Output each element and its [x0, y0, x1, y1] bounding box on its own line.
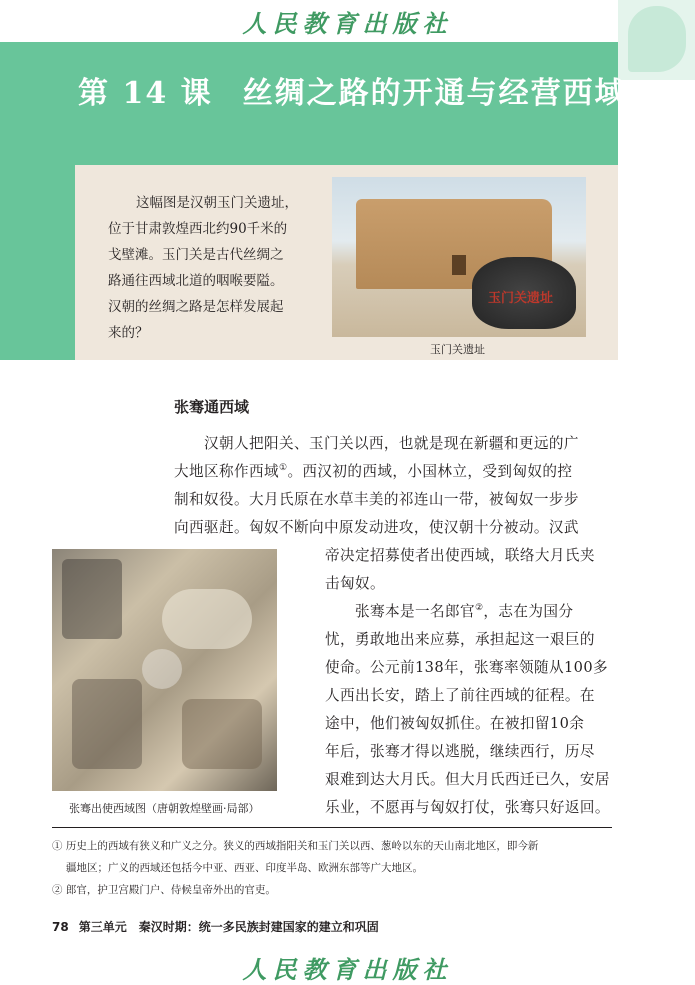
intro-line: 位于甘肃敦煌西北约90千米的	[108, 221, 288, 237]
body-line: 忧，勇敢地出来应募，承担起这一艰巨的	[325, 631, 595, 648]
body-line: 艰难到达大月氏。但大月氏西迁已久，安居	[325, 771, 610, 788]
footnote-divider	[52, 827, 612, 828]
body-line	[355, 600, 573, 621]
intro-line: 戈壁滩。玉门关是古代丝绸之	[108, 247, 284, 263]
body-line: 制和奴役。大月氏原在水草丰美的祁连山一带，被匈奴一步步	[174, 491, 579, 508]
lesson-name: 丝绸之路的开通与经营西域	[242, 76, 627, 111]
body-line: 汉朝人把阳关、玉门关以西，也就是现在新疆和更远的广	[204, 435, 579, 452]
body-text: 张骞本是一名郎官	[355, 603, 475, 620]
lesson-title	[78, 68, 627, 112]
body-line: 人西出长安，踏上了前往西域的征程。在	[325, 687, 595, 704]
green-edge	[0, 139, 75, 360]
yumen-pass-photo	[332, 177, 586, 337]
intro-line: 路通往西域北道的咽喉要隘。	[108, 273, 284, 289]
body-line: 向西驱赶。匈奴不断向中原发动进攻，使汉朝十分被动。汉武	[174, 519, 579, 536]
dunhuang-mural-image	[52, 549, 277, 791]
intro-line: 这幅图是汉朝玉门关遗址，	[136, 195, 298, 211]
painting-caption: 张骞出使西域图（唐朝敦煌壁画·局部）	[69, 802, 260, 815]
footnote: ② 郎官，护卫宫殿门户、侍候皇帝外出的官吏。	[52, 884, 276, 896]
stone-inscription: 玉门关遗址	[488, 291, 554, 306]
mural-detail	[72, 679, 142, 769]
body-line: 年后，张骞才得以逃脱，继续西行，历尽	[325, 743, 595, 760]
corner-tab-shape	[628, 6, 686, 72]
unit-title: 第三单元 秦汉时期：统一多民族封建国家的建立和巩固	[78, 920, 379, 934]
page-number: 78	[52, 920, 69, 934]
intro-line: 汉朝的丝绸之路是怎样发展起	[108, 299, 284, 315]
photo-caption: 玉门关遗址	[430, 343, 485, 356]
publisher-watermark-bottom: 人民教育出版社	[242, 955, 453, 984]
body-text: 大地区称作西域	[174, 463, 279, 480]
body-line	[174, 460, 572, 481]
body-text: 。西汉初的西域，小国林立，受到匈奴的控	[287, 463, 573, 480]
footnote: ① 历史上的西域有狭义和广义之分。狭义的西域指阳关和玉门关以西、葱岭以东的天山南北地区，即今新	[52, 840, 539, 852]
body-line: 帝决定招募使者出使西域，联络大月氏夹	[325, 547, 595, 564]
section-heading: 张骞通西域	[174, 398, 250, 416]
note-mark: ②	[474, 603, 484, 614]
mural-detail	[62, 559, 122, 639]
page-footer	[52, 918, 379, 935]
corner-tab	[618, 0, 695, 80]
note-mark: ①	[278, 463, 288, 474]
mural-detail	[162, 589, 252, 649]
body-line: 击匈奴。	[325, 575, 385, 592]
mural-detail	[142, 649, 182, 689]
green-strip	[75, 139, 618, 165]
body-line: 途中，他们被匈奴抓住。在被扣留10余	[325, 715, 585, 732]
lesson-number: 第 14 课	[78, 76, 213, 111]
body-line: 乐业，不愿再与匈奴打仗，张骞只好返回。	[325, 799, 610, 816]
mural-detail	[182, 699, 262, 769]
footnote: 疆地区；广义的西域还包括今中亚、西亚、印度半岛、欧洲东部等广大地区。	[66, 862, 423, 874]
fort-door	[452, 255, 466, 275]
body-line: 使命。公元前138年，张骞率领随从100多	[325, 659, 609, 676]
intro-line: 来的？	[108, 325, 149, 341]
publisher-watermark-top: 人民教育出版社	[242, 9, 453, 38]
body-text: ，志在为国分	[483, 603, 574, 620]
intro-text	[108, 190, 318, 346]
